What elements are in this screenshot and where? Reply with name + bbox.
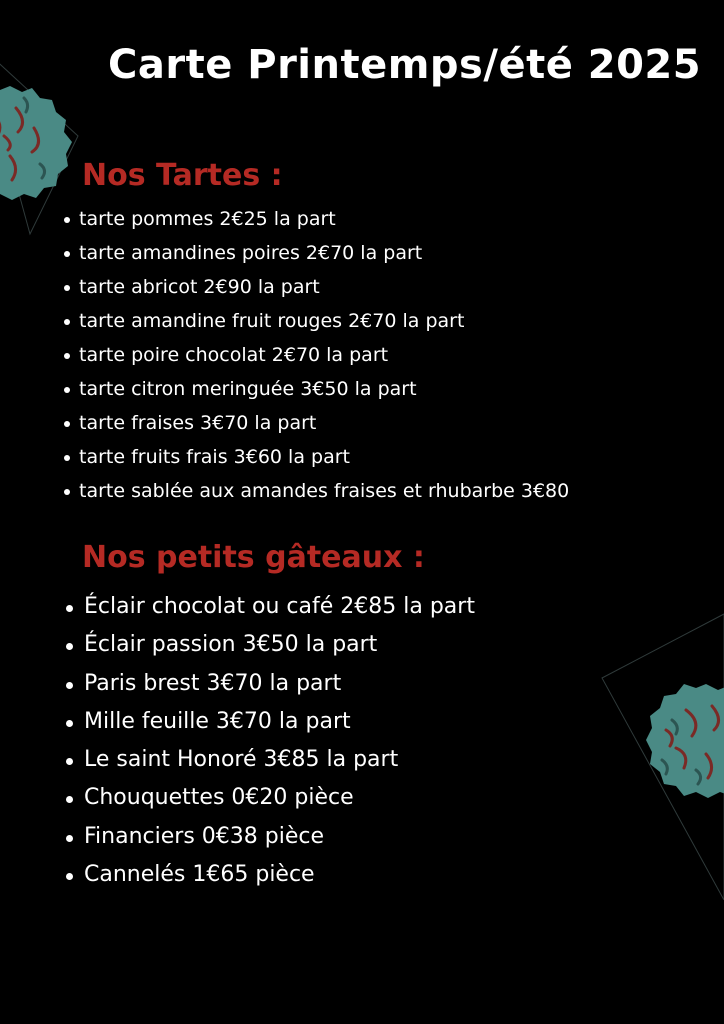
list-item: Financiers 0€38 pièce [64, 818, 475, 856]
list-item: tarte poire chocolat 2€70 la part [62, 338, 569, 372]
list-item: tarte citron meringuée 3€50 la part [62, 372, 569, 406]
tartes-list [62, 202, 569, 508]
list-item: Paris brest 3€70 la part [64, 665, 475, 703]
list-item: tarte sablée aux amandes fraises et rhubarbe 3€80 [62, 474, 569, 508]
list-item: tarte pommes 2€25 la part [62, 202, 569, 236]
list-item: tarte fruits frais 3€60 la part [62, 440, 569, 474]
list-item: tarte fraises 3€70 la part [62, 406, 569, 440]
list-item: Mille feuille 3€70 la part [64, 703, 475, 741]
list-item: Éclair chocolat ou café 2€85 la part [64, 588, 475, 626]
flower-decoration-right-icon [596, 610, 724, 900]
menu-title: Carte Printemps/été 2025 [108, 42, 702, 88]
petits-gateaux-list [64, 588, 475, 894]
list-item: Le saint Honoré 3€85 la part [64, 741, 475, 779]
list-item: Cannelés 1€65 pièce [64, 856, 475, 894]
list-item: Chouquettes 0€20 pièce [64, 779, 475, 817]
list-item: Éclair passion 3€50 la part [64, 626, 475, 664]
section-heading-tartes: Nos Tartes : [82, 158, 283, 193]
list-item: tarte amandines poires 2€70 la part [62, 236, 569, 270]
list-item: tarte abricot 2€90 la part [62, 270, 569, 304]
section-heading-petits-gateaux: Nos petits gâteaux : [82, 540, 425, 575]
list-item: tarte amandine fruit rouges 2€70 la part [62, 304, 569, 338]
